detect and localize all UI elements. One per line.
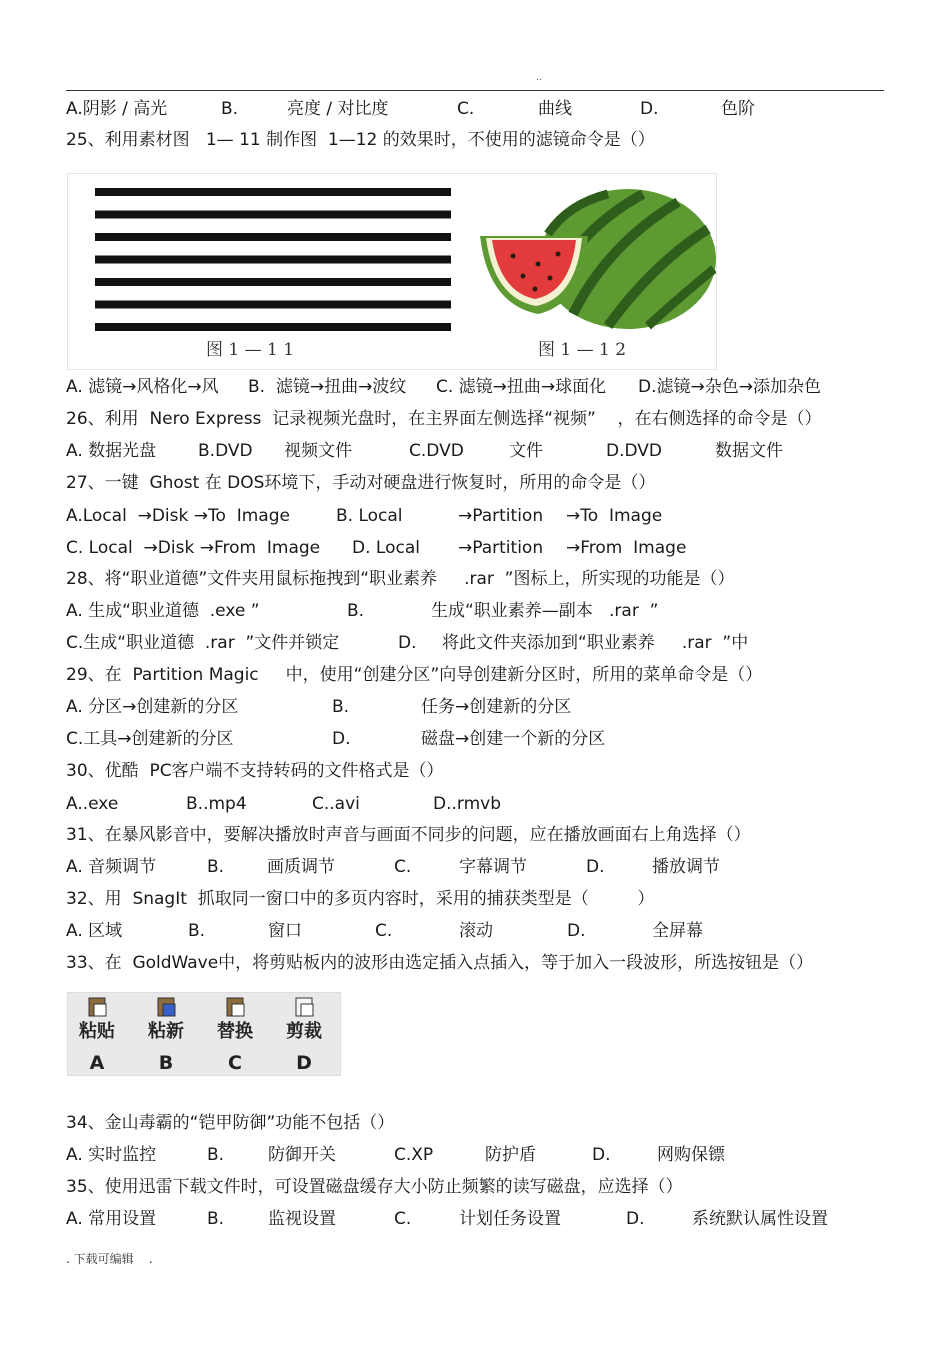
text-segment: D.: [586, 857, 605, 877]
stripe: [95, 278, 451, 286]
figure-1-11-and-1-12: [67, 173, 717, 370]
text-segment: C.DVD: [409, 441, 464, 461]
text-segment: B..mp4: [186, 794, 247, 814]
text-segment: A. 音频调节: [66, 857, 157, 877]
text-segment: C.生成“职业道德 .rar ”文件并锁定: [66, 633, 340, 653]
text-segment: 计划任务设置: [459, 1209, 561, 1229]
text-segment: →Partition: [458, 506, 544, 526]
text-segment: D.滤镜→杂色→添加杂色: [638, 377, 821, 397]
text-segment: B. 滤镜→扭曲→波纹: [248, 377, 407, 397]
header-rule: [66, 90, 884, 91]
text-segment: D.: [398, 633, 417, 653]
text-segment: C.: [394, 1209, 412, 1229]
button-label: 剪裁: [286, 1021, 322, 1042]
text-segment: A.Local →Disk →To Image: [66, 506, 290, 526]
text-segment: 33、在 GoldWave中，将剪贴板内的波形由选定插入点插入，等于加入一段波形，所选按钮是（）: [66, 953, 814, 973]
stripe: [95, 301, 451, 309]
text-segment: 画质调节: [267, 857, 335, 877]
text-segment: 31、在暴风影音中，要解决播放时声音与画面不同步的问题，应在播放画面右上角选择（）: [66, 825, 751, 845]
text-segment: D.: [332, 729, 351, 749]
stripe: [95, 256, 451, 264]
text-segment: 系统默认属性设置: [692, 1209, 828, 1229]
text-segment: 网购保镖: [657, 1145, 725, 1165]
header-dots: ..: [536, 72, 543, 83]
text-segment: 视频文件: [284, 441, 352, 461]
text-segment: 全屏幕: [652, 921, 703, 941]
button-letter: B: [158, 1052, 174, 1074]
button-label: 粘新: [148, 1021, 184, 1042]
text-segment: B. Local: [336, 506, 403, 526]
text-segment: B.: [188, 921, 206, 941]
button-letter: C: [228, 1052, 242, 1074]
text-segment: 监视设置: [268, 1209, 336, 1229]
stripe: [95, 211, 451, 219]
text-segment: A. 区域: [66, 921, 123, 941]
text-segment: B.: [347, 601, 365, 621]
page-icon: [163, 1004, 175, 1016]
text-segment: A.阴影 / 高光: [66, 99, 168, 119]
text-segment: 35、使用迅雷下载文件时，可设置磁盘缓存大小防止频繁的读写磁盘，应选择（）: [66, 1177, 683, 1197]
text-segment: 防御开关: [268, 1145, 336, 1165]
text-segment: D.: [567, 921, 586, 941]
page-icon: [94, 1004, 106, 1016]
goldwave-button-d: [286, 998, 322, 1074]
text-segment: 任务→创建新的分区: [421, 697, 572, 717]
text-segment: 34、金山毒霸的“铠甲防御”功能不包括（）: [66, 1113, 395, 1133]
goldwave-buttons-svg: [68, 993, 340, 1075]
text-segment: 窗口: [268, 921, 302, 941]
caption-fig-1-11: 图 1 — 1 1: [206, 340, 295, 360]
text-segment: 文件: [509, 441, 543, 461]
text-segment: C. 滤镜→扭曲→球面化: [436, 377, 607, 397]
text-segment: 色阶: [721, 99, 755, 119]
text-segment: 播放调节: [652, 857, 720, 877]
goldwave-button-a: [78, 998, 115, 1074]
text-segment: 28、将“职业道德”文件夹用鼠标拖拽到“职业素养 .rar ”图标上，所实现的功能是（）: [66, 569, 735, 589]
text-segment: 26、利用 Nero Express 记录视频光盘时，在主界面左侧选择“视频” ，在右侧选择的命令是（）: [66, 409, 822, 429]
page-icon: [301, 1004, 313, 1016]
text-segment: A. 滤镜→风格化→风: [66, 377, 219, 397]
text-segment: C. Local →Disk →From Image: [66, 538, 321, 558]
text-segment: 生成“职业素养—副本 .rar ”: [431, 601, 659, 621]
button-letter: A: [89, 1052, 105, 1074]
text-segment: A..exe: [66, 794, 119, 814]
text-segment: C.工具→创建新的分区: [66, 729, 234, 749]
text-segment: C.: [375, 921, 393, 941]
text-segment: 将此文件夹添加到“职业素养 .rar ”中: [442, 633, 749, 653]
text-segment: →Partition: [458, 538, 544, 558]
text-segment: 30、优酷 PC客户端不支持转码的文件格式是（）: [66, 761, 444, 781]
text-segment: A. 生成“职业道德 .exe ”: [66, 601, 260, 621]
page-footer: . 下载可编辑 .: [66, 1252, 153, 1266]
text-segment: C.: [394, 857, 412, 877]
button-label: 替换: [217, 1021, 253, 1042]
text-segment: B.: [207, 1209, 225, 1229]
text-segment: D.DVD: [606, 441, 663, 461]
text-segment: D.: [640, 99, 659, 119]
text-segment: 磁盘→创建一个新的分区: [421, 729, 606, 749]
text-segment: A. 常用设置: [66, 1209, 157, 1229]
page-icon: [232, 1004, 244, 1016]
text-segment: B.: [332, 697, 350, 717]
button-label: 粘贴: [79, 1021, 115, 1042]
goldwave-button-c: [217, 998, 253, 1074]
text-segment: A. 实时监控: [66, 1145, 157, 1165]
text-segment: 亮度 / 对比度: [287, 99, 389, 119]
text-segment: B.: [207, 857, 225, 877]
text-segment: C..avi: [312, 794, 360, 814]
text-segment: B.: [207, 1145, 225, 1165]
text-segment: D.: [592, 1145, 611, 1165]
text-segment: 29、在 Partition Magic 中，使用“创建分区”向导创建新分区时，所用的菜单命令是（）: [66, 665, 763, 685]
text-segment: 25、利用素材图 1— 11 制作图 1—12 的效果时，不使用的滤镜命令是（）: [66, 130, 655, 150]
text-segment: →From Image: [566, 538, 687, 558]
watermelon-image: [480, 189, 716, 329]
text-segment: D.: [626, 1209, 645, 1229]
text-segment: 数据文件: [715, 441, 783, 461]
stripe: [95, 323, 451, 331]
stripe: [95, 233, 451, 241]
text-segment: D..rmvb: [433, 794, 501, 814]
text-segment: 32、用 SnagIt 抓取同一窗口中的多页内容时，采用的捕获类型是（ ）: [66, 889, 655, 909]
stripe-pattern: [95, 188, 451, 331]
text-segment: B.: [221, 99, 239, 119]
stripe: [95, 188, 451, 196]
text-segment: B.DVD: [198, 441, 253, 461]
caption-fig-1-12: 图 1 — 1 2: [538, 340, 627, 360]
goldwave-buttons-figure: [67, 992, 341, 1076]
text-segment: A. 数据光盘: [66, 441, 157, 461]
button-letter: D: [296, 1052, 312, 1074]
goldwave-button-b: [147, 998, 184, 1074]
text-segment: 防护盾: [485, 1145, 536, 1165]
text-segment: 字幕调节: [459, 857, 527, 877]
text-segment: D. Local: [352, 538, 420, 558]
text-segment: C.XP: [394, 1145, 434, 1165]
figure-1-svg: [68, 174, 716, 369]
text-segment: 曲线: [538, 99, 572, 119]
text-segment: 27、一键 Ghost 在 DOS环境下，手动对硬盘进行恢复时，所用的命令是（）: [66, 473, 656, 493]
text-segment: A. 分区→创建新的分区: [66, 697, 239, 717]
text-segment: →To Image: [566, 506, 663, 526]
text-segment: 滚动: [459, 921, 493, 941]
text-segment: C.: [457, 99, 475, 119]
